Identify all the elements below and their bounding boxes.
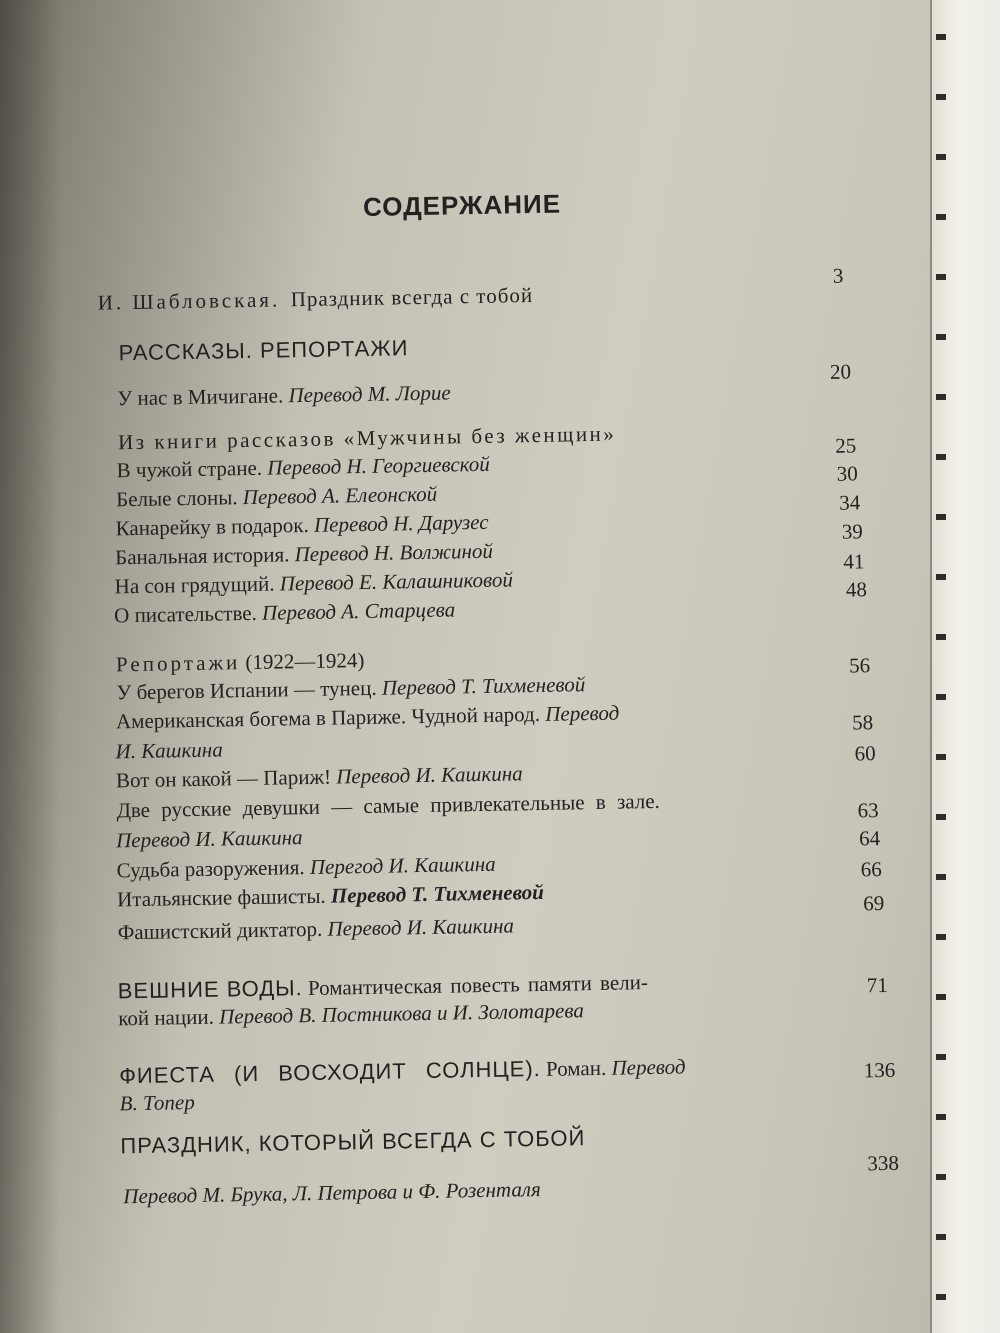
toc-entry	[116, 452, 490, 484]
page-number: 39	[841, 519, 864, 544]
facing-page-edge	[930, 0, 1000, 1333]
toc-entry-continuation	[116, 825, 303, 853]
toc-entry	[123, 1177, 541, 1209]
binding-stitches	[936, 0, 946, 1333]
toc-entry	[117, 880, 544, 912]
entry-title: О писательстве.	[113, 600, 258, 628]
page-number: 338	[867, 1150, 900, 1176]
toc-entry	[116, 761, 523, 793]
page-number: 58	[851, 710, 874, 735]
entry-title: Вот он какой — Париж!	[115, 764, 332, 793]
entry-translator: Перевод Т. Тихменевой	[330, 879, 545, 908]
entry-translator: Перевод А. Старцева	[261, 597, 456, 625]
toc-entry-continuation	[118, 998, 584, 1031]
entry-translator: Перевод М. Лорие	[288, 380, 451, 408]
page-number: 48	[845, 577, 868, 602]
toc-entry-fiesta	[119, 1053, 686, 1089]
page-number: 69	[863, 890, 885, 916]
toc-entry	[117, 913, 514, 945]
page-number: 56	[848, 653, 871, 678]
toc-entry	[115, 539, 493, 571]
entry-translator: Перевод И. Кашкина	[336, 761, 523, 789]
subhead-book: Из книги рассказов «Мужчины без женщин»	[117, 421, 617, 455]
page-number: 25	[835, 433, 857, 458]
entry-title: На сон грядущий.	[114, 571, 275, 599]
section-title-feast: ПРАЗДНИК, КОТОРЫЙ ВСЕГДА С ТОБОЙ	[120, 1125, 586, 1159]
entry-translator: И. Кашкина	[115, 737, 223, 764]
entry-translator: Перевод Н. Георгиевской	[267, 451, 490, 480]
page-number: 71	[866, 972, 888, 998]
reports-label: Репортажи	[115, 650, 241, 677]
page-number: 60	[854, 741, 876, 766]
toc-entry	[116, 482, 437, 513]
entry-translator: Перевод И. Кашкина	[115, 825, 303, 853]
entry-translator: Перевод Н. Дарузес	[313, 509, 489, 537]
reports-years: (1922—1924)	[245, 648, 365, 675]
entry-title: У нас в Мичигане.	[117, 383, 284, 411]
toc-entry	[116, 672, 585, 705]
toc-heading: СОДЕРЖАНИЕ	[362, 188, 562, 222]
page-number: 66	[860, 857, 882, 882]
toc-entry-continuation	[119, 1090, 195, 1116]
toc-entry-continuation	[115, 738, 223, 765]
intro-author: И. Шабловская.	[97, 287, 281, 315]
intro-title: Праздник всегда с тобой	[290, 283, 534, 312]
page-number: 63	[857, 798, 879, 823]
page-number: 34	[839, 490, 861, 515]
toc-entry	[115, 510, 488, 542]
toc-entry	[117, 380, 451, 411]
entry-description: Роман.	[545, 1055, 607, 1081]
entry-translator: Перевод Т. Тихменевой	[381, 672, 586, 700]
entry-translator: Перевод Н. Волжиной	[294, 538, 494, 567]
entry-translator: Перевод И. Кашкина	[327, 913, 515, 941]
entry-title: Судьба разоружения.	[116, 855, 305, 883]
entry-title: Белые слоны.	[115, 485, 238, 512]
section-title-stories: РАССКАЗЫ. РЕПОРТАЖИ	[118, 335, 409, 366]
toc-entry	[116, 701, 620, 735]
toc-entry	[116, 852, 496, 884]
entry-translator: Перевод	[545, 700, 620, 726]
subhead-reports	[116, 648, 365, 677]
page-number: 3	[832, 263, 844, 288]
page-number: 41	[843, 549, 865, 574]
page-number: 64	[858, 826, 881, 851]
toc-entry	[116, 789, 660, 823]
entry-translator: Перевод	[611, 1054, 686, 1080]
entry-title: В чужой стране.	[116, 455, 263, 483]
entry-title: У берегов Испании — тунец.	[116, 675, 377, 705]
entry-title: Две русские девушки — самые привлекательные в зале.	[116, 788, 661, 823]
page-number: 136	[863, 1057, 896, 1083]
entry-translator: Перегод И. Кашкина	[309, 851, 496, 879]
page-number: 30	[836, 461, 859, 486]
section-title-torrents: ВЕШНИЕ ВОДЫ.	[117, 975, 303, 1004]
entry-translator: Перевод А. Елеонской	[242, 481, 438, 510]
toc-entry	[114, 597, 455, 628]
entry-title: Канарейку в подарок.	[115, 512, 309, 541]
entry-title: Фашистский диктатор.	[117, 916, 323, 945]
page-number: 20	[829, 359, 852, 384]
toc-entry-intro	[97, 283, 533, 316]
entry-description: Романтическая повесть памяти вели-	[307, 970, 649, 1001]
entry-description: кой нации.	[117, 1004, 215, 1031]
entry-translator: В. Топер	[119, 1090, 195, 1116]
entry-title: Итальянские фашисты.	[116, 883, 326, 912]
entry-translator: Перевод М. Брука, Л. Петрова и Ф. Розенталя	[123, 1177, 541, 1209]
section-title-fiesta: ФИЕСТА (И ВОСХОДИТ СОЛНЦЕ).	[118, 1056, 541, 1089]
entry-translator: Перевод В. Постникова и И. Золотарева	[218, 998, 585, 1029]
entry-title: Американская богема в Париже. Чудной народ.	[115, 701, 541, 734]
entry-translator: Перевод Е. Калашниковой	[279, 567, 514, 596]
entry-title: Банальная история.	[114, 542, 290, 570]
toc-entry	[114, 567, 513, 599]
